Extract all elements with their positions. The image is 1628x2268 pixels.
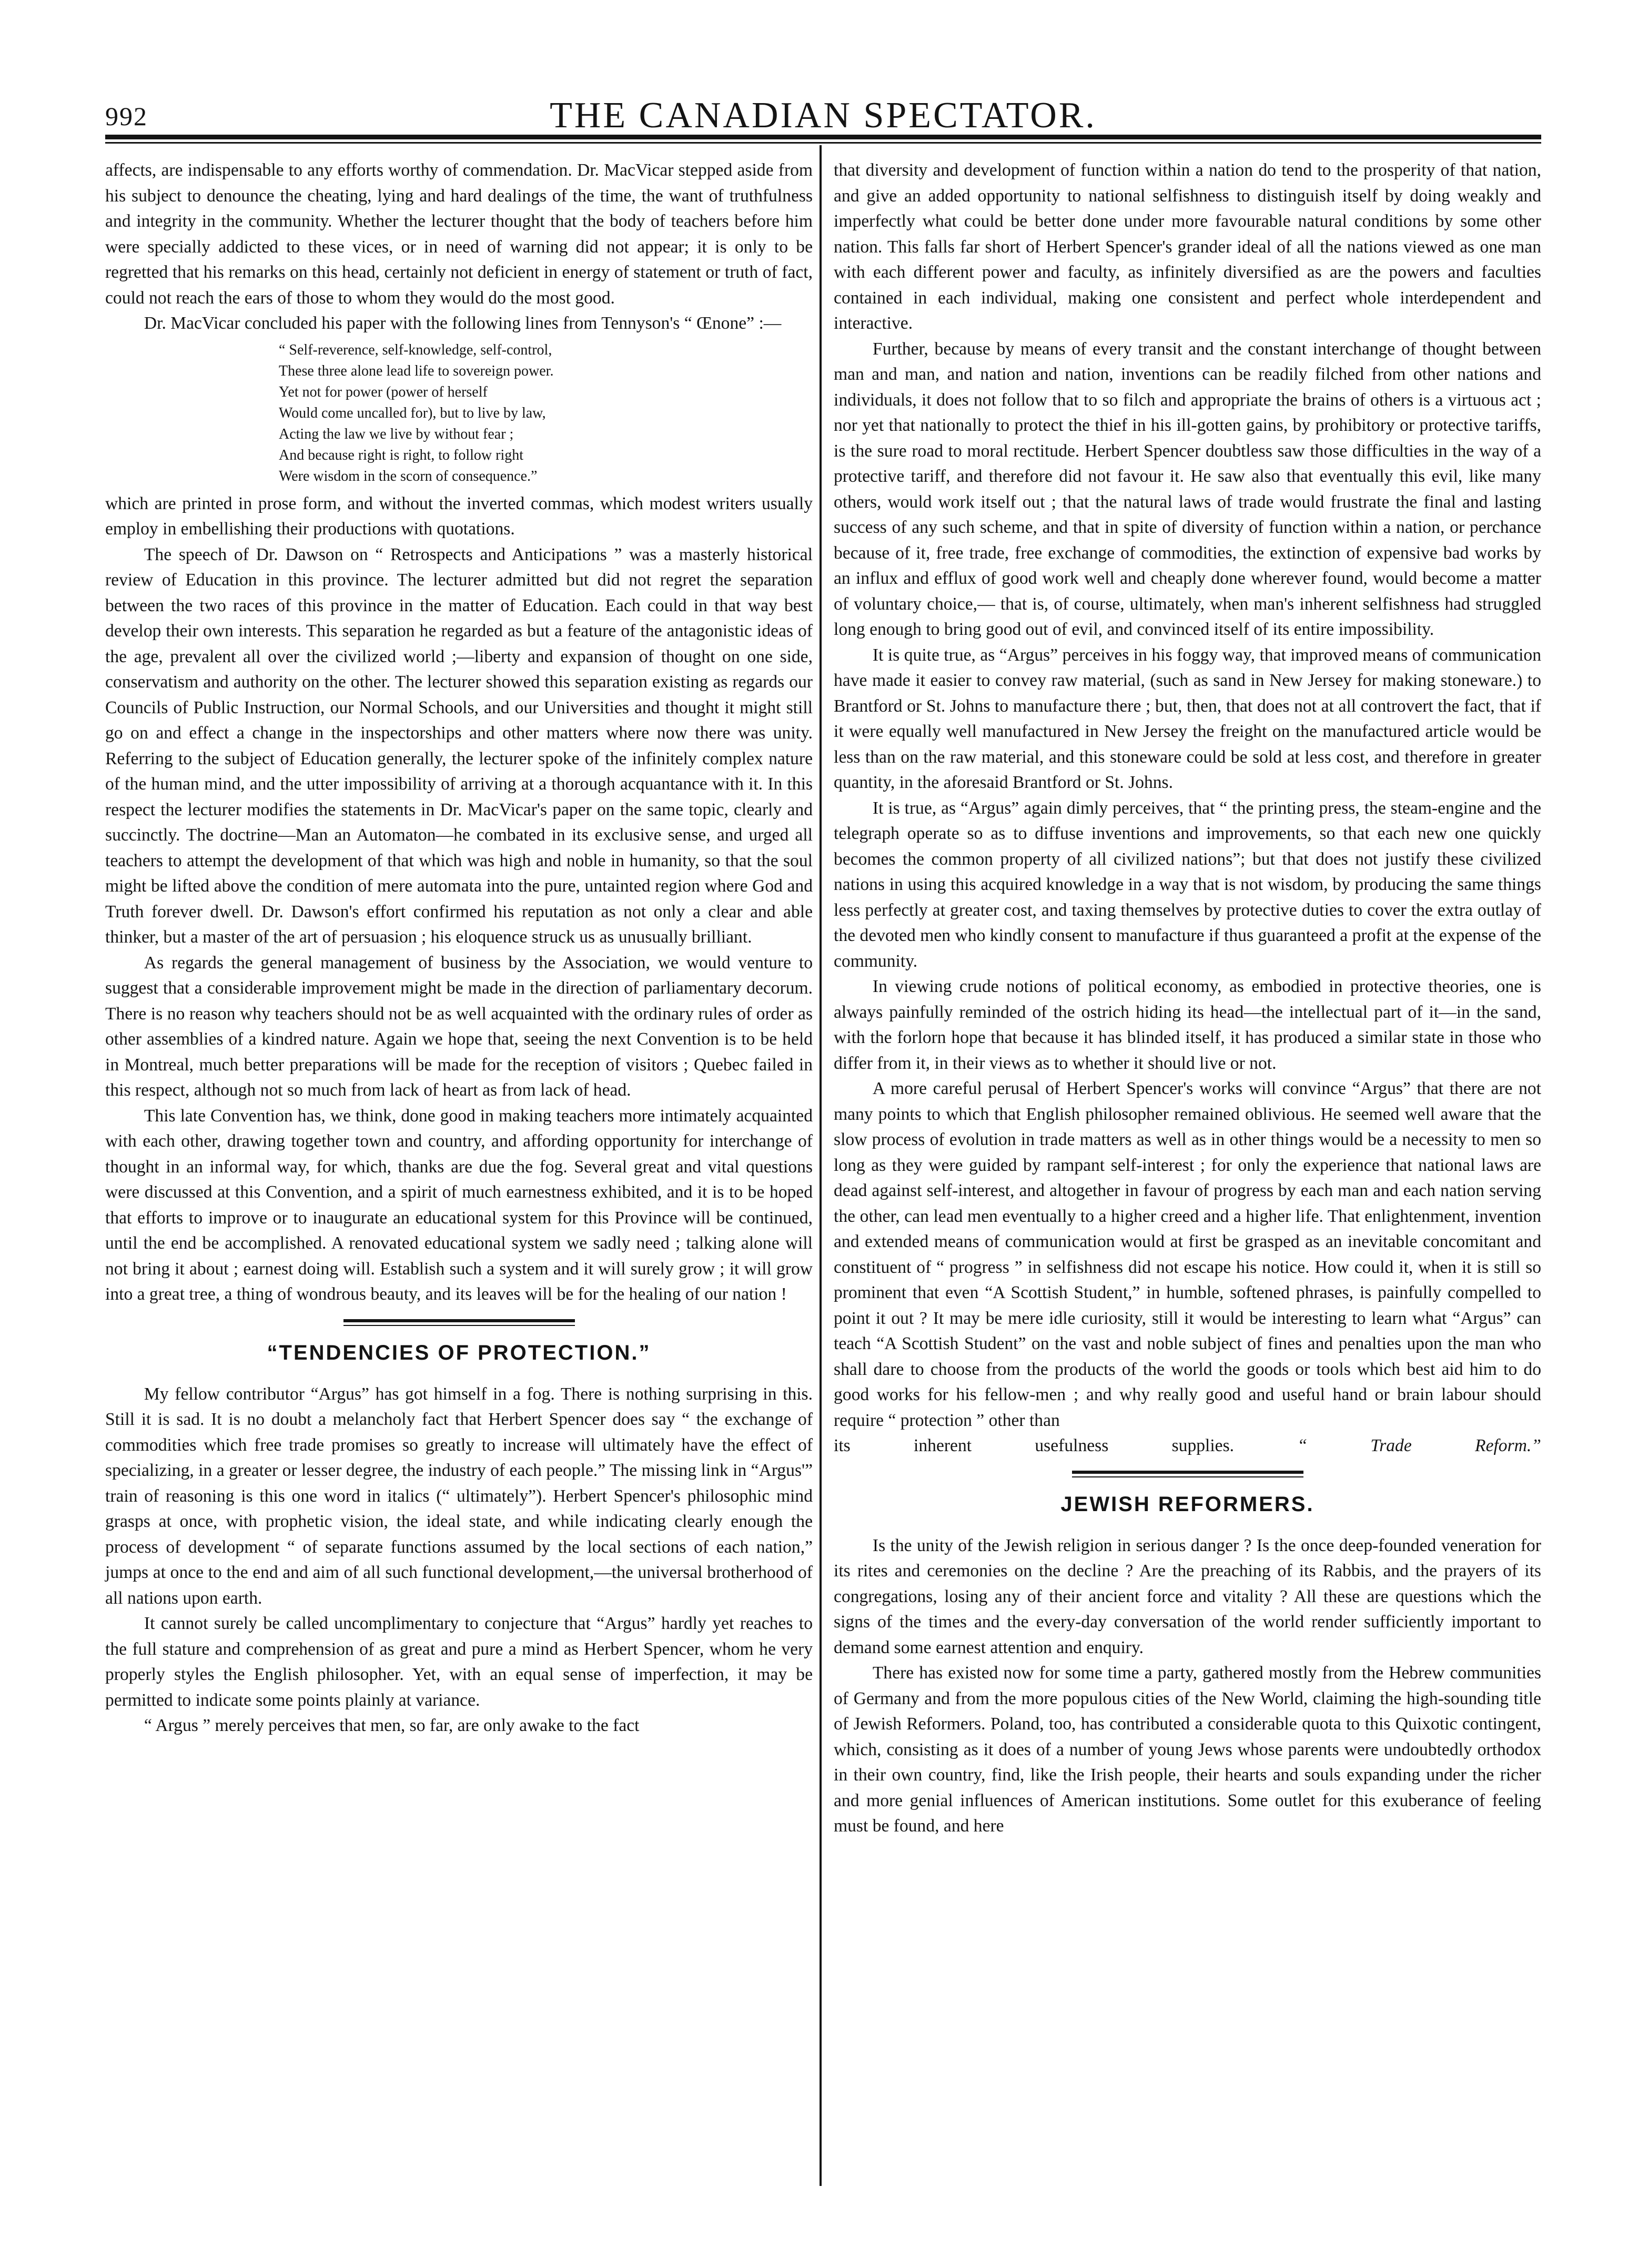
column-divider [820, 145, 822, 2186]
page-number: 992 [105, 102, 148, 131]
article-heading-jewish-reformers: JEWISH REFORMERS. [1060, 1492, 1314, 1516]
paragraph-end: its inherent usefulness supplies. [834, 1436, 1235, 1455]
right-column [834, 158, 1541, 1839]
paragraph: It is quite true, as “Argus” perceives in his foggy way, that improved means of communication have made it easier to convey raw material, (such as sand in New Jersey for making stoneware.) to Brantford or St. Johns to manufacture there ; but, then, that does not at all controvert the fact, that if it were equally well manufactured in New Jersey the freight on the manufactured article would be less than on the raw material, and this stoneware could be sold at less cost, and therefore in greater quantity, in the aforesaid Brantford or St. Johns. [834, 645, 1541, 792]
paragraph: Further, because by means of every transit and the constant interchange of thought between man and man, and nation and nation, inventions can be readily filched from other nations and individuals, it does not follow that to so filch and appropriate the brains of others is a virtuous act ; nor yet that nationally to protect the thief in his ill-gotten gains, by prohibitory or protective tariffs, is the sure road to moral rectitude. Herbert Spencer doubtless saw those difficulties in the way of a protective tariff, and therefore did not favour it. He saw also that eventually this evil, like many others, would work itself out ; that the natural laws of trade would frustrate the final and lasting success of any such scheme, and that in spite of diversity of function within a nation, or perchance because of it, free trade, free exchange of commodities, the extinction of expensive bad works by an influx and efflux of good work well and cheaply done wherever found, would become a matter of voluntary choice,— that is, of course, ultimately, when man's inherent selfishness had struggled long enough to bring good out of evil, and convinced itself of its entire impossibility. [834, 339, 1541, 639]
journal-title: THE CANADIAN SPECTATOR. [550, 95, 1097, 136]
paragraph: The speech of Dr. Dawson on “ Retrospects and Anticipations ” was a masterly historical review of Education in this province. The lecturer admitted but did not regret the separation between the two races of this province in the matter of Education. Each could in that way best develop their own interests. This separation he regarded as but a feature of the antagonistic ideas of the age, prevalent all over the civilized world ;—liberty and expansion of thought on one side, conservatism and authority on the other. The lecturer showed this separation existing as regards our Councils of Public Instruction, our Normal Schools, and our Universities and thought it might still go on and effect a change in the inspectorships and other matters where now there was unity. Referring to the subject of Education generally, the lecturer spoke of the infinitely complex nature of the human mind, and the utter impossibility of arriving at a thorough acquantance with it. In this respect the lecturer modifies the statements in Dr. MacVicar's paper on the same topic, clearly and succinctly. The doctrine—Man an Automaton—he combated in its exclusive sense, and urged all teachers to attempt the development of that which was high and noble in humanity, so that the soul might be lifted above the condition of mere automata into the pure, untainted region where God and Truth forever dwell. Dr. Dawson's effort confirmed his reputation as not only a clear and able thinker, but a master of the art of persuasion ; his eloquence struck us as unusually brilliant. [105, 544, 813, 947]
author-signature: “ Trade Reform.” [1297, 1436, 1541, 1455]
paragraph: As regards the general management of business by the Association, we would venture to suggest that a considerable improvement might be made in the direction of parliamentary decorum. There is no reason why teachers should not be as well acquainted with the ordinary rules of order as other assemblies of a kindred nature. Again we hope that, seeing the next Convention is to be held in Montreal, much better preparations will be made for the reception of visitors ; Quebec failed in this respect, although not so much from lack of heart as from lack of head. [105, 953, 813, 1100]
poem-line: Were wisdom in the scorn of consequence.” [279, 468, 538, 484]
poem-line: Acting the law we live by without fear ; [279, 426, 514, 442]
poem-line: And because right is right, to follow right [279, 447, 524, 463]
section-divider [1072, 1471, 1303, 1477]
poem-line: Yet not for power (power of herself [279, 383, 488, 400]
paragraph: There has existed now for some time a party, gathered mostly from the Hebrew communities of Germany and from the more populous cities of the New World, claiming the high-sounding title of Jewish Reformers. Poland, too, has contributed a considerable quota to this Quixotic contingent, which, consisting as it does of a number of young Jews whose parents were undoubtedly orthodox in their own country, find, like the Irish people, their hearts and souls expanding under the richer and more genial influences of American institutions. Some outlet for this exuberance of feeling must be found, and here [834, 1663, 1541, 1836]
paragraph: affects, are indispensable to any efforts worthy of commendation. Dr. MacVicar stepped aside from his subject to denounce the cheating, lying and hard dealings of the time, the want of truthfulness and integrity in the community. Whether the lecturer thought that the body of teachers before him were specially addicted to these vices, or in need of warning did not appear; it is only to be regretted that his remarks on this head, certainly not deficient in energy of statement or truth of fact, could not reach the ears of those to whom they would do the most good. [105, 160, 813, 308]
header-rule-thin [105, 142, 1541, 144]
paragraph: It is true, as “Argus” again dimly perceives, that “ the printing press, the steam-engine and the telegraph operate so as to diffuse inventions and improvements, so that each new one quickly becomes the common property of all civilized nations”; but that does not justify these civilized nations in using this acquired knowledge in a way that is not wisdom, by producing the same things less perfectly at greater cost, and taxing themselves by protective duties to cover the extra outlay of the devoted men who kindly consent to manufacture if thus guaranteed a profit at the expense of the community. [834, 798, 1541, 971]
poem-line: These three alone lead life to sovereign power. [279, 362, 554, 379]
paragraph: It cannot surely be called uncomplimentary to conjecture that “Argus” hardly yet reaches to the full stature and comprehension of as great and pure a mind as Herbert Spencer, whom he very properly styles the English philosopher. Yet, with an equal sense of imperfection, it may be permitted to indicate some points plainly at variance. [105, 1614, 813, 1710]
signature-line [834, 1433, 1541, 1459]
paragraph: A more careful perusal of Herbert Spencer's works will convince “Argus” that there are not many points to which that English philosopher remained oblivious. He seemed well aware that the slow process of evolution in trade matters as well as in other things would be a necessity to men so long as they were guided by rampant self-interest ; for only the experience that national laws are dead against self-interest, and altogether in favour of progress by each man and each nation serving the other, can lead men eventually to a higher creed and a higher life. That enlightenment, invention and extended means of communication would at first be grasped as an inevitable concomitant and constituent of “ progress ” in selfishness did not escape his notice. How could it, when it is still so prominent that even “A Scottish Student,” in humble, softened phrases, is painfully compelled to point it out ? It may be mere idle curiosity, still it would be interesting to learn what “Argus” can teach “A Scottish Student” on the vast and noble subject of fines and penalties upon the man who shall dare to choose from the products of the world the goods or tools which best aid him to do good works for his fellow-men ; and why really good and useful hand or brain labour should require “ protection ” other than [834, 1079, 1541, 1430]
section-divider [343, 1319, 575, 1326]
paragraph: that diversity and development of function within a nation do tend to the prosperity of that nation, and give an added opportunity to national selfishness to distinguish itself by doing weakly and imperfectly what could be better done under more favourable natural conditions by some other nation. This falls far short of Herbert Spencer's grander ideal of all the nations viewed as one man with each different power and faculty, as infinitely diversified as are the powers and faculties contained in each individual, making one consistent and perfect whole interdependent and interactive. [834, 160, 1541, 333]
paragraph: Dr. MacVicar concluded his paper with the following lines from Tennyson's “ Œnone” :— [144, 313, 782, 333]
paragraph: My fellow contributor “Argus” has got himself in a fog. There is nothing surprising in this. Still it is sad. It is no doubt a melancholy fact that Herbert Spencer does say “ the exchange of commodities which free trade promises so greatly to increase will ultimately have the effect of specializing, in a greater or lesser degree, the industry of each people.” The missing link in “Argus'” train of reasoning is this one word in italics (“ ultimately”). Herbert Spencer's philosophic mind grasps at once, with prophetic vision, the ideal state, and while indicating clearly enough the process of development “ of separate functions assumed by the local sections of each nation,” jumps at once to the end and aim of all such functional development,—the universal brotherhood of all nations upon earth. [105, 1384, 813, 1608]
paragraph: This late Convention has, we think, done good in making teachers more intimately acquainted with each other, drawing together town and country, and affording opportunity for interchange of thought in an informal way, for which, thanks are due the fog. Several great and vital questions were discussed at this Convention, and a spirit of much earnestness exhibited, and it is to be hoped that efforts to improve or to inaugurate an educational system for this Province will be continued, until the end be accomplished. A renovated educational system we sadly need ; talking alone will not bring it about ; earnest doing will. Establish such a system and it will surely grow ; it will grow into a great tree, a thing of wondrous beauty, and its leaves will be for the healing of our nation ! [105, 1106, 813, 1304]
paragraph: “ Argus ” merely perceives that men, so far, are only awake to the fact [144, 1716, 640, 1735]
poem-quotation [279, 340, 813, 487]
article-heading-tendencies-of-protection: “TENDENCIES OF PROTECTION.” [267, 1341, 651, 1364]
paragraph: In viewing crude notions of political economy, as embodied in protective theories, one is always painfully reminded of the ostrich hiding its head—the intellectual part of it—in the sand, with the forlorn hope that because it has blinded itself, it has produced a similar state in those who differ from it, in their views as to whether it should live or not. [834, 977, 1541, 1073]
left-column [105, 158, 813, 1739]
paragraph: Is the unity of the Jewish religion in serious danger ? Is the once deep-founded veneration for its rites and ceremonies on the decline ? Are the preaching of its Rabbis, and the prayers of its congregations, losing any of their ancient force and vitality ? All these are questions which the signs of the times and the every-day conversation of the world render sufficiently important to demand some earnest attention and enquiry. [834, 1535, 1541, 1657]
paragraph: which are printed in prose form, and without the inverted commas, which modest writers usually employ in embellishing their productions with quotations. [105, 493, 813, 539]
page-header [105, 95, 1541, 137]
poem-line: “ Self-reverence, self-knowledge, self-control, [279, 341, 552, 358]
header-rule-thick [105, 135, 1541, 139]
poem-line: Would come uncalled for), but to live by law, [279, 404, 546, 421]
